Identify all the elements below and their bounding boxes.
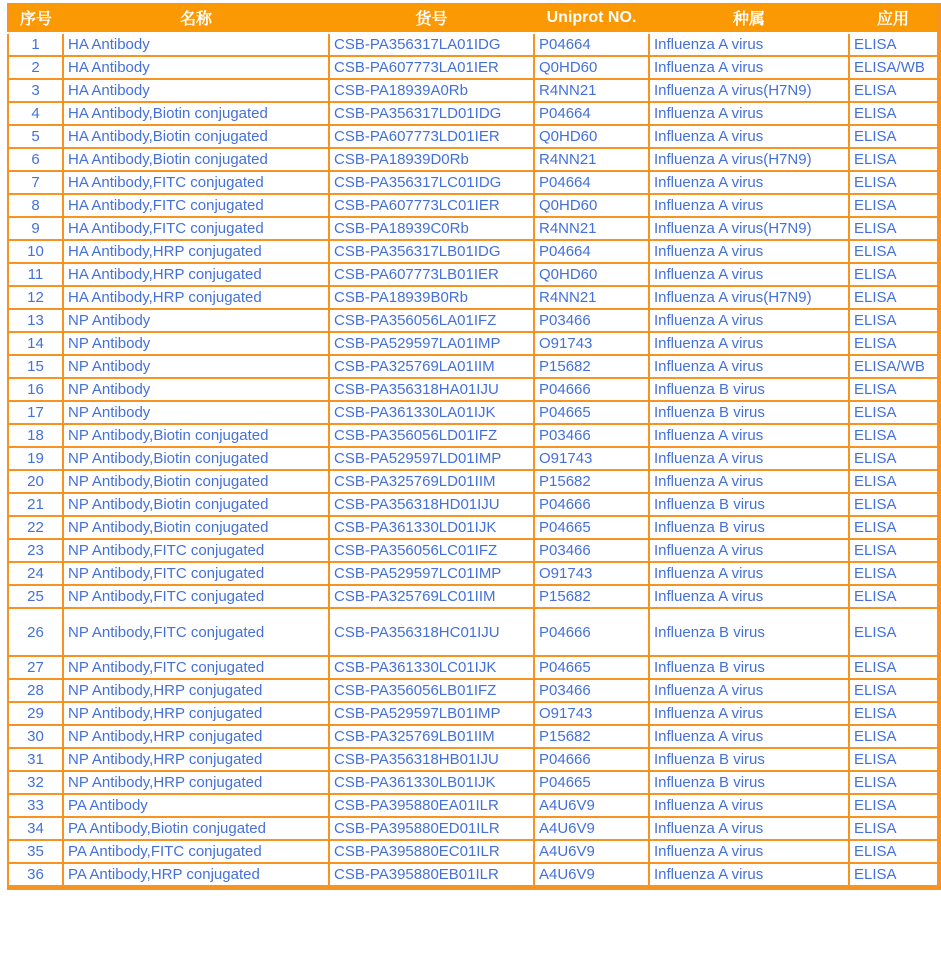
cell-index: 32: [8, 771, 63, 794]
cell-application: ELISA: [849, 125, 939, 148]
cell-catalog-number: CSB-PA356318HA01IJU: [329, 378, 534, 401]
cell-uniprot-no: O91743: [534, 332, 649, 355]
cell-application: ELISA: [849, 401, 939, 424]
cell-uniprot-no: R4NN21: [534, 217, 649, 240]
cell-species: Influenza A virus: [649, 725, 849, 748]
cell-catalog-number: CSB-PA18939A0Rb: [329, 79, 534, 102]
cell-uniprot-no: R4NN21: [534, 79, 649, 102]
cell-catalog-number: CSB-PA395880ED01ILR: [329, 817, 534, 840]
cell-index: 17: [8, 401, 63, 424]
cell-index: 30: [8, 725, 63, 748]
cell-species: Influenza A virus: [649, 240, 849, 263]
cell-index: 6: [8, 148, 63, 171]
cell-uniprot-no: P04666: [534, 608, 649, 656]
cell-application: ELISA: [849, 840, 939, 863]
cell-uniprot-no: P04664: [534, 171, 649, 194]
cell-species: Influenza A virus: [649, 794, 849, 817]
cell-index: 12: [8, 286, 63, 309]
table-row: [8, 585, 939, 608]
cell-species: Influenza B virus: [649, 771, 849, 794]
table-row: [8, 263, 939, 286]
cell-name: NP Antibody,HRP conjugated: [63, 679, 329, 702]
cell-catalog-number: CSB-PA18939B0Rb: [329, 286, 534, 309]
table-body: [8, 33, 939, 888]
cell-index: 28: [8, 679, 63, 702]
cell-catalog-number: CSB-PA325769LB01IIM: [329, 725, 534, 748]
cell-index: 3: [8, 79, 63, 102]
cell-species: Influenza A virus: [649, 539, 849, 562]
cell-name: HA Antibody,HRP conjugated: [63, 286, 329, 309]
cell-application: ELISA: [849, 748, 939, 771]
cell-catalog-number: CSB-PA607773LA01IER: [329, 56, 534, 79]
cell-name: PA Antibody: [63, 794, 329, 817]
cell-uniprot-no: Q0HD60: [534, 194, 649, 217]
cell-catalog-number: CSB-PA325769LC01IIM: [329, 585, 534, 608]
cell-name: NP Antibody: [63, 355, 329, 378]
cell-catalog-number: CSB-PA361330LA01IJK: [329, 401, 534, 424]
cell-uniprot-no: P04666: [534, 748, 649, 771]
cell-uniprot-no: P04664: [534, 102, 649, 125]
cell-catalog-number: CSB-PA607773LC01IER: [329, 194, 534, 217]
cell-name: NP Antibody,Biotin conjugated: [63, 493, 329, 516]
cell-catalog-number: CSB-PA325769LA01IIM: [329, 355, 534, 378]
table-row: [8, 725, 939, 748]
table-row: [8, 608, 939, 656]
cell-application: ELISA/WB: [849, 56, 939, 79]
cell-catalog-number: CSB-PA395880EB01ILR: [329, 863, 534, 888]
cell-species: Influenza A virus(H7N9): [649, 286, 849, 309]
cell-index: 9: [8, 217, 63, 240]
cell-name: HA Antibody,HRP conjugated: [63, 263, 329, 286]
cell-uniprot-no: A4U6V9: [534, 863, 649, 888]
cell-index: 16: [8, 378, 63, 401]
cell-index: 33: [8, 794, 63, 817]
cell-uniprot-no: Q0HD60: [534, 263, 649, 286]
cell-application: ELISA: [849, 725, 939, 748]
cell-index: 14: [8, 332, 63, 355]
cell-index: 19: [8, 447, 63, 470]
cell-uniprot-no: P03466: [534, 539, 649, 562]
cell-uniprot-no: A4U6V9: [534, 794, 649, 817]
cell-catalog-number: CSB-PA356317LD01IDG: [329, 102, 534, 125]
table-row: [8, 656, 939, 679]
cell-species: Influenza A virus: [649, 332, 849, 355]
table-row: [8, 447, 939, 470]
cell-index: 11: [8, 263, 63, 286]
cell-name: HA Antibody: [63, 79, 329, 102]
cell-index: 13: [8, 309, 63, 332]
cell-uniprot-no: P04665: [534, 401, 649, 424]
table-row: [8, 79, 939, 102]
table-row: [8, 286, 939, 309]
cell-uniprot-no: A4U6V9: [534, 817, 649, 840]
cell-uniprot-no: P03466: [534, 424, 649, 447]
cell-application: ELISA: [849, 539, 939, 562]
table-row: [8, 102, 939, 125]
cell-application: ELISA: [849, 263, 939, 286]
table-row: [8, 194, 939, 217]
cell-species: Influenza A virus: [649, 585, 849, 608]
cell-uniprot-no: P04666: [534, 378, 649, 401]
cell-index: 20: [8, 470, 63, 493]
cell-catalog-number: CSB-PA361330LD01IJK: [329, 516, 534, 539]
cell-name: NP Antibody: [63, 332, 329, 355]
table-row: [8, 840, 939, 863]
cell-name: HA Antibody: [63, 33, 329, 56]
cell-application: ELISA: [849, 447, 939, 470]
table-row: [8, 539, 939, 562]
table-row: [8, 679, 939, 702]
table-row: [8, 56, 939, 79]
cell-uniprot-no: P04665: [534, 771, 649, 794]
cell-application: ELISA: [849, 79, 939, 102]
cell-catalog-number: CSB-PA356056LD01IFZ: [329, 424, 534, 447]
cell-name: NP Antibody: [63, 309, 329, 332]
cell-species: Influenza A virus: [649, 171, 849, 194]
table-row: [8, 516, 939, 539]
cell-application: ELISA: [849, 378, 939, 401]
cell-name: NP Antibody,FITC conjugated: [63, 585, 329, 608]
cell-application: ELISA: [849, 470, 939, 493]
cell-application: ELISA: [849, 585, 939, 608]
cell-name: HA Antibody: [63, 56, 329, 79]
cell-catalog-number: CSB-PA18939D0Rb: [329, 148, 534, 171]
cell-application: ELISA: [849, 679, 939, 702]
cell-application: ELISA: [849, 493, 939, 516]
cell-catalog-number: CSB-PA356318HD01IJU: [329, 493, 534, 516]
cell-catalog-number: CSB-PA529597LD01IMP: [329, 447, 534, 470]
table-row: [8, 217, 939, 240]
cell-application: ELISA: [849, 424, 939, 447]
cell-catalog-number: CSB-PA356318HB01IJU: [329, 748, 534, 771]
cell-index: 18: [8, 424, 63, 447]
col-header-species: 种属: [649, 3, 849, 33]
cell-application: ELISA: [849, 309, 939, 332]
cell-uniprot-no: P15682: [534, 585, 649, 608]
cell-index: 2: [8, 56, 63, 79]
cell-species: Influenza A virus: [649, 863, 849, 888]
cell-species: Influenza B virus: [649, 656, 849, 679]
cell-name: HA Antibody,FITC conjugated: [63, 217, 329, 240]
cell-name: NP Antibody: [63, 378, 329, 401]
cell-uniprot-no: P03466: [534, 309, 649, 332]
table-row: [8, 33, 939, 56]
cell-application: ELISA: [849, 771, 939, 794]
table-row: [8, 562, 939, 585]
cell-application: ELISA: [849, 562, 939, 585]
cell-index: 24: [8, 562, 63, 585]
cell-name: PA Antibody,Biotin conjugated: [63, 817, 329, 840]
cell-index: 21: [8, 493, 63, 516]
cell-name: NP Antibody,FITC conjugated: [63, 539, 329, 562]
cell-index: 35: [8, 840, 63, 863]
cell-species: Influenza A virus: [649, 33, 849, 56]
cell-species: Influenza A virus(H7N9): [649, 148, 849, 171]
cell-index: 7: [8, 171, 63, 194]
cell-uniprot-no: Q0HD60: [534, 125, 649, 148]
cell-application: ELISA: [849, 102, 939, 125]
cell-application: ELISA: [849, 656, 939, 679]
col-header-index: 序号: [8, 3, 63, 33]
cell-species: Influenza A virus: [649, 424, 849, 447]
cell-catalog-number: CSB-PA529597LB01IMP: [329, 702, 534, 725]
cell-application: ELISA: [849, 516, 939, 539]
table-row: [8, 171, 939, 194]
cell-index: 31: [8, 748, 63, 771]
cell-species: Influenza A virus: [649, 817, 849, 840]
cell-name: NP Antibody,HRP conjugated: [63, 725, 329, 748]
cell-species: Influenza A virus: [649, 309, 849, 332]
cell-species: Influenza A virus: [649, 470, 849, 493]
cell-application: ELISA: [849, 194, 939, 217]
cell-uniprot-no: P04666: [534, 493, 649, 516]
cell-index: 27: [8, 656, 63, 679]
cell-application: ELISA: [849, 332, 939, 355]
cell-name: HA Antibody,Biotin conjugated: [63, 125, 329, 148]
cell-species: Influenza A virus: [649, 102, 849, 125]
cell-index: 23: [8, 539, 63, 562]
cell-catalog-number: CSB-PA529597LA01IMP: [329, 332, 534, 355]
table-row: [8, 401, 939, 424]
cell-species: Influenza B virus: [649, 493, 849, 516]
cell-species: Influenza A virus: [649, 562, 849, 585]
cell-uniprot-no: R4NN21: [534, 286, 649, 309]
cell-species: Influenza A virus: [649, 125, 849, 148]
cell-name: HA Antibody,FITC conjugated: [63, 194, 329, 217]
cell-catalog-number: CSB-PA356056LA01IFZ: [329, 309, 534, 332]
cell-application: ELISA: [849, 863, 939, 888]
table-row: [8, 863, 939, 888]
table-row: [8, 125, 939, 148]
cell-application: ELISA: [849, 33, 939, 56]
cell-application: ELISA: [849, 794, 939, 817]
cell-index: 15: [8, 355, 63, 378]
table-row: [8, 148, 939, 171]
cell-species: Influenza A virus: [649, 702, 849, 725]
cell-species: Influenza B virus: [649, 516, 849, 539]
cell-uniprot-no: P03466: [534, 679, 649, 702]
cell-application: ELISA: [849, 608, 939, 656]
cell-species: Influenza B virus: [649, 748, 849, 771]
cell-species: Influenza A virus(H7N9): [649, 79, 849, 102]
cell-catalog-number: CSB-PA325769LD01IIM: [329, 470, 534, 493]
cell-catalog-number: CSB-PA395880EC01ILR: [329, 840, 534, 863]
cell-catalog-number: CSB-PA607773LD01IER: [329, 125, 534, 148]
cell-uniprot-no: Q0HD60: [534, 56, 649, 79]
cell-name: NP Antibody,HRP conjugated: [63, 771, 329, 794]
cell-uniprot-no: P04665: [534, 516, 649, 539]
cell-species: Influenza A virus: [649, 56, 849, 79]
cell-application: ELISA: [849, 702, 939, 725]
cell-species: Influenza A virus: [649, 355, 849, 378]
cell-name: NP Antibody,Biotin conjugated: [63, 516, 329, 539]
table-row: [8, 748, 939, 771]
cell-name: PA Antibody,HRP conjugated: [63, 863, 329, 888]
cell-species: Influenza B virus: [649, 608, 849, 656]
cell-application: ELISA: [849, 286, 939, 309]
cell-application: ELISA: [849, 817, 939, 840]
cell-catalog-number: CSB-PA356318HC01IJU: [329, 608, 534, 656]
cell-index: 29: [8, 702, 63, 725]
col-header-uniprot: Uniprot NO.: [534, 3, 649, 33]
table-row: [8, 309, 939, 332]
antibody-product-table-wrap: [7, 3, 938, 890]
cell-index: 26: [8, 608, 63, 656]
table-header: [8, 3, 939, 33]
table-row: [8, 332, 939, 355]
antibody-product-table: [7, 3, 941, 890]
cell-uniprot-no: R4NN21: [534, 148, 649, 171]
cell-species: Influenza A virus: [649, 263, 849, 286]
table-row: [8, 493, 939, 516]
cell-name: NP Antibody: [63, 401, 329, 424]
cell-index: 4: [8, 102, 63, 125]
cell-uniprot-no: P04665: [534, 656, 649, 679]
table-row: [8, 771, 939, 794]
cell-uniprot-no: P04664: [534, 33, 649, 56]
cell-species: Influenza A virus(H7N9): [649, 217, 849, 240]
table-row: [8, 424, 939, 447]
cell-uniprot-no: O91743: [534, 562, 649, 585]
cell-name: NP Antibody,FITC conjugated: [63, 562, 329, 585]
cell-uniprot-no: P15682: [534, 470, 649, 493]
cell-catalog-number: CSB-PA356056LB01IFZ: [329, 679, 534, 702]
cell-uniprot-no: P04664: [534, 240, 649, 263]
cell-uniprot-no: A4U6V9: [534, 840, 649, 863]
cell-catalog-number: CSB-PA356056LC01IFZ: [329, 539, 534, 562]
cell-species: Influenza B virus: [649, 378, 849, 401]
cell-index: 22: [8, 516, 63, 539]
cell-uniprot-no: O91743: [534, 447, 649, 470]
table-row: [8, 470, 939, 493]
cell-application: ELISA/WB: [849, 355, 939, 378]
cell-name: NP Antibody,HRP conjugated: [63, 702, 329, 725]
table-row: [8, 355, 939, 378]
cell-species: Influenza A virus: [649, 679, 849, 702]
cell-index: 10: [8, 240, 63, 263]
cell-uniprot-no: O91743: [534, 702, 649, 725]
cell-catalog-number: CSB-PA18939C0Rb: [329, 217, 534, 240]
cell-application: ELISA: [849, 217, 939, 240]
cell-index: 36: [8, 863, 63, 888]
cell-catalog-number: CSB-PA356317LC01IDG: [329, 171, 534, 194]
cell-name: NP Antibody,FITC conjugated: [63, 656, 329, 679]
cell-name: NP Antibody,HRP conjugated: [63, 748, 329, 771]
cell-index: 1: [8, 33, 63, 56]
table-row: [8, 240, 939, 263]
cell-name: NP Antibody,FITC conjugated: [63, 608, 329, 656]
cell-catalog-number: CSB-PA356317LB01IDG: [329, 240, 534, 263]
cell-uniprot-no: P15682: [534, 355, 649, 378]
cell-name: NP Antibody,Biotin conjugated: [63, 470, 329, 493]
cell-application: ELISA: [849, 148, 939, 171]
cell-index: 8: [8, 194, 63, 217]
cell-name: PA Antibody,FITC conjugated: [63, 840, 329, 863]
cell-name: NP Antibody,Biotin conjugated: [63, 424, 329, 447]
cell-application: ELISA: [849, 240, 939, 263]
cell-species: Influenza B virus: [649, 401, 849, 424]
header-row: [8, 3, 939, 33]
table-row: [8, 378, 939, 401]
col-header-application: 应用: [849, 3, 939, 33]
cell-catalog-number: CSB-PA356317LA01IDG: [329, 33, 534, 56]
cell-uniprot-no: P15682: [534, 725, 649, 748]
cell-name: NP Antibody,Biotin conjugated: [63, 447, 329, 470]
cell-catalog-number: CSB-PA361330LC01IJK: [329, 656, 534, 679]
cell-catalog-number: CSB-PA395880EA01ILR: [329, 794, 534, 817]
cell-species: Influenza A virus: [649, 447, 849, 470]
cell-name: HA Antibody,FITC conjugated: [63, 171, 329, 194]
cell-index: 5: [8, 125, 63, 148]
cell-species: Influenza A virus: [649, 194, 849, 217]
cell-name: HA Antibody,Biotin conjugated: [63, 102, 329, 125]
cell-species: Influenza A virus: [649, 840, 849, 863]
cell-catalog-number: CSB-PA529597LC01IMP: [329, 562, 534, 585]
table-row: [8, 794, 939, 817]
cell-catalog-number: CSB-PA361330LB01IJK: [329, 771, 534, 794]
col-header-catalog: 货号: [329, 3, 534, 33]
cell-name: HA Antibody,Biotin conjugated: [63, 148, 329, 171]
cell-application: ELISA: [849, 171, 939, 194]
cell-name: HA Antibody,HRP conjugated: [63, 240, 329, 263]
table-row: [8, 702, 939, 725]
cell-catalog-number: CSB-PA607773LB01IER: [329, 263, 534, 286]
cell-index: 34: [8, 817, 63, 840]
col-header-name: 名称: [63, 3, 329, 33]
cell-index: 25: [8, 585, 63, 608]
table-row: [8, 817, 939, 840]
